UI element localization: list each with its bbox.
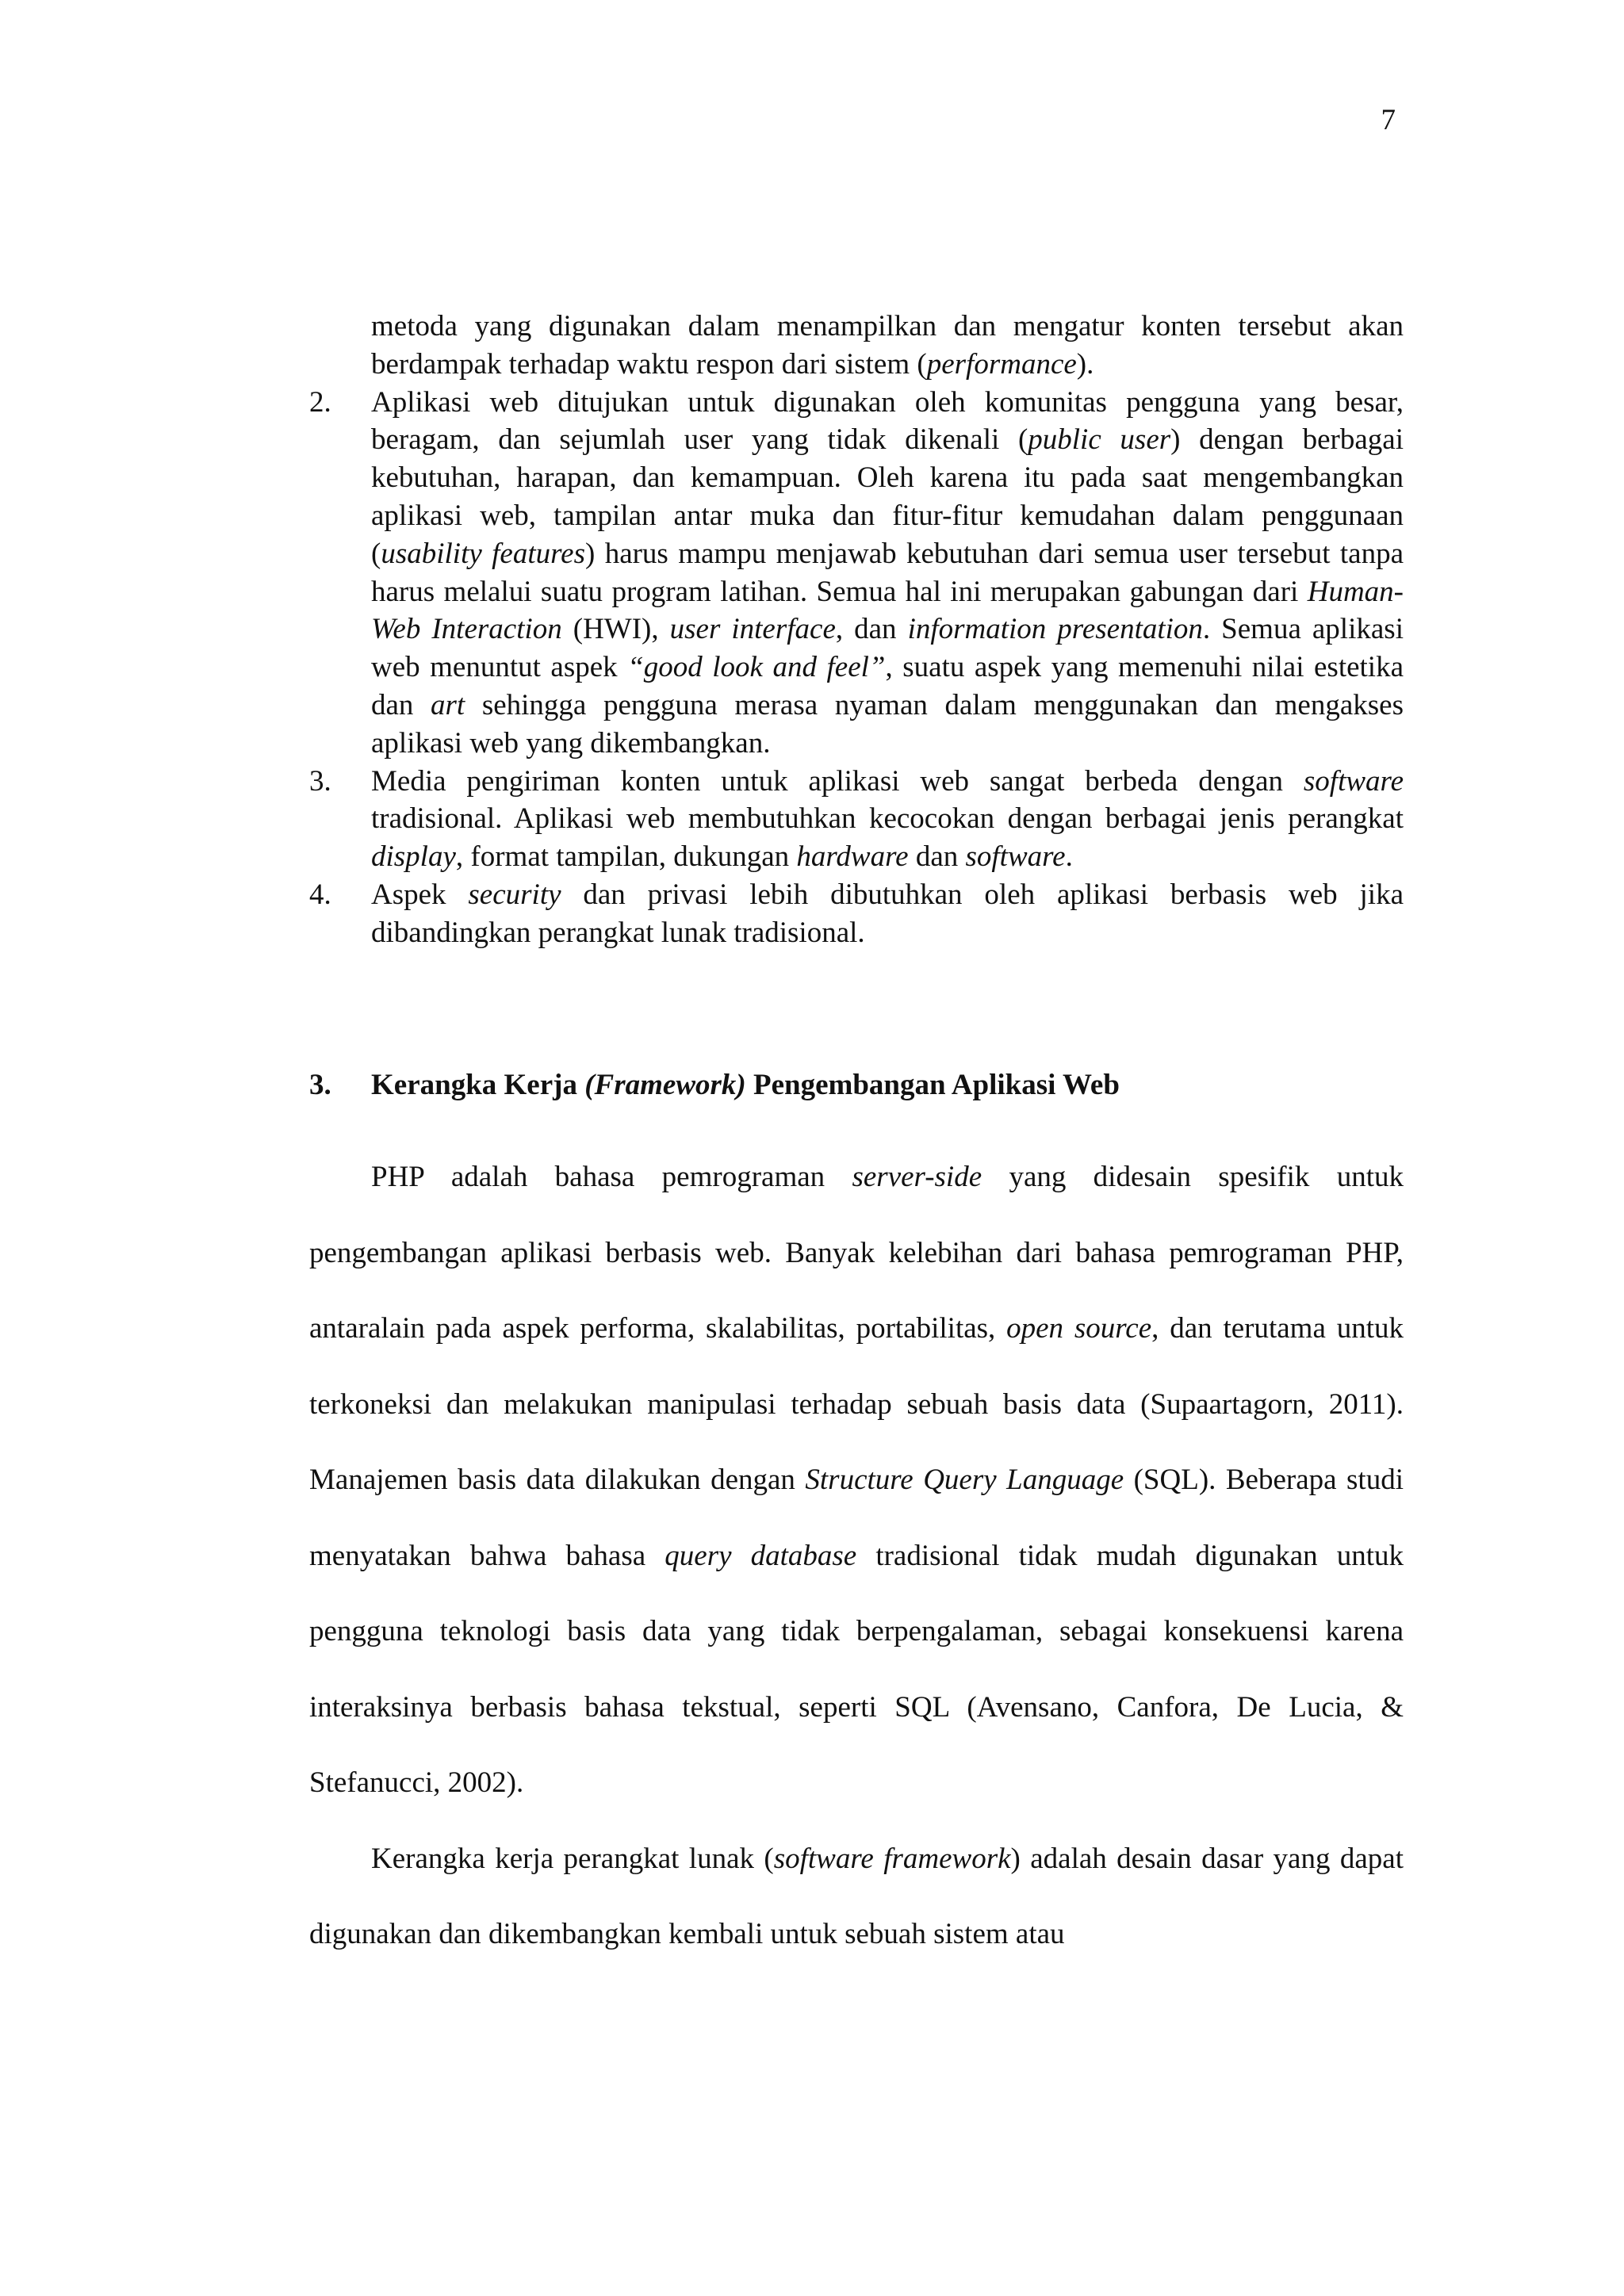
section-title — [371, 1069, 1120, 1101]
section-number: 3. — [309, 1069, 331, 1101]
text-run: sehingga pengguna merasa nyaman dalam menggunakan dan mengakses aplikasi web yang dikembangkan. — [371, 688, 1404, 760]
italic-text: public user — [1028, 423, 1171, 457]
list-item — [309, 876, 1404, 952]
italic-text: server-side — [852, 1161, 982, 1193]
text-run: Pengembangan Aplikasi Web — [745, 1069, 1120, 1101]
italic-text: Structure Query Language — [805, 1464, 1124, 1496]
text-run: tradisional. Aplikasi web membutuhkan kecocokan dengan berbagai jenis perangkat — [371, 802, 1404, 836]
text-run: dan privasi lebih dibutuhkan oleh aplikasi berbasis web jika dibandingkan perangkat lunak tradisional. — [371, 878, 1404, 949]
text-run: , suatu aspek yang memenuhi nilai estetika dan — [371, 651, 1404, 721]
text-run: . — [1065, 840, 1073, 874]
italic-text: Human-Web Interaction — [371, 575, 1404, 646]
text-run: (SQL). Beberapa studi menyatakan bahwa bahasa — [309, 1464, 1404, 1572]
paragraph — [309, 1139, 1404, 1821]
italic-text: user interface — [669, 613, 836, 646]
text-run: Media pengiriman konten untuk aplikasi web sangat berbeda dengan — [371, 764, 1304, 798]
italic-text: query database — [665, 1539, 857, 1572]
list-item-text — [371, 876, 1404, 952]
list-item — [309, 384, 1404, 763]
italic-text: performance — [926, 347, 1077, 381]
text-run: Aplikasi web ditujukan untuk digunakan oleh komunitas pengguna yang besar, beragam, dan sejumlah user yang tidak dikenali ( — [371, 385, 1404, 457]
italic-text: information presentation — [907, 613, 1203, 646]
italic-text: display — [371, 840, 456, 874]
text-run: , format tampilan, dukungan — [455, 840, 797, 874]
text-run: Aspek — [371, 878, 469, 911]
italic-text: software — [965, 840, 1066, 874]
list-item-number: 3. — [309, 764, 331, 798]
text-run: Kerangka Kerja — [371, 1069, 585, 1101]
text-run: ) adalah desain dasar yang dapat digunakan dan dikembangkan kembali untuk sebuah sistem atau — [309, 1842, 1404, 1950]
text-run: ) harus mampu menjawab kebutuhan dari semua user tersebut tanpa harus melalui suatu program latihan. Semua hal ini merupakan gabungan dari — [371, 537, 1404, 608]
list-item-text — [371, 308, 1404, 384]
text-run: . Semua aplikasi web menuntut aspek — [371, 613, 1404, 684]
list-item-number: 4. — [309, 878, 331, 911]
italic-text: art — [431, 688, 465, 721]
italic-text: open source — [1006, 1312, 1152, 1345]
list-item-number: 2. — [309, 385, 331, 419]
paragraph — [309, 1821, 1404, 1973]
text-run: ). — [1076, 347, 1094, 381]
list-item-text — [371, 763, 1404, 876]
text-run: tradisional tidak mudah digunakan untuk pengguna teknologi basis data yang tidak berpengalaman, sebagai konsekuensi karena interaksinya berbasis bahasa tekstual, seperti SQL (Avensano, Canfora, De Lucia, & Stefanucci, 2002). — [309, 1539, 1404, 1799]
italic-text: (Framework) — [584, 1069, 746, 1101]
text-run: (HWI), — [561, 613, 670, 646]
italic-text: software framework — [773, 1842, 1011, 1875]
list-item — [309, 763, 1404, 876]
text-run: , dan — [835, 613, 908, 646]
body-text — [309, 1139, 1404, 1973]
italic-text: usability features — [381, 537, 585, 570]
italic-text: software — [1303, 764, 1404, 798]
list-item-text — [371, 384, 1404, 763]
text-run: yang didesain spesifik untuk pengembangan aplikasi berbasis web. Banyak kelebihan dari bahasa pemrograman PHP, antaralain pada aspek performa, skalabilitas, portabilitas, — [309, 1161, 1404, 1345]
numbered-list — [309, 308, 1404, 952]
text-run: , dan terutama untuk terkoneksi dan melakukan manipulasi terhadap sebuah basis data (Supaartagorn, 2011). Manajemen basis data dilakukan dengan — [309, 1312, 1404, 1496]
page-number: 7 — [1381, 104, 1396, 136]
italic-text: security — [468, 878, 561, 911]
italic-text: hardware — [796, 840, 909, 874]
text-run: dan — [908, 840, 966, 874]
text-run: Kerangka kerja perangkat lunak ( — [371, 1842, 774, 1875]
section-heading — [309, 1066, 1404, 1104]
list-item — [309, 308, 1404, 384]
text-run: metoda yang digunakan dalam menampilkan dan mengatur konten tersebut akan berdampak terhadap waktu respon dari sistem ( — [371, 310, 1404, 381]
text-run: ) dengan berbagai kebutuhan, harapan, dan kemampuan. Oleh karena itu pada saat mengembangkan aplikasi web, tampilan antar muka dan fitur-fitur kemudahan dalam penggunaan ( — [371, 423, 1404, 570]
text-run: PHP adalah bahasa pemrograman — [371, 1161, 852, 1193]
italic-text: “good look and feel” — [627, 651, 886, 684]
